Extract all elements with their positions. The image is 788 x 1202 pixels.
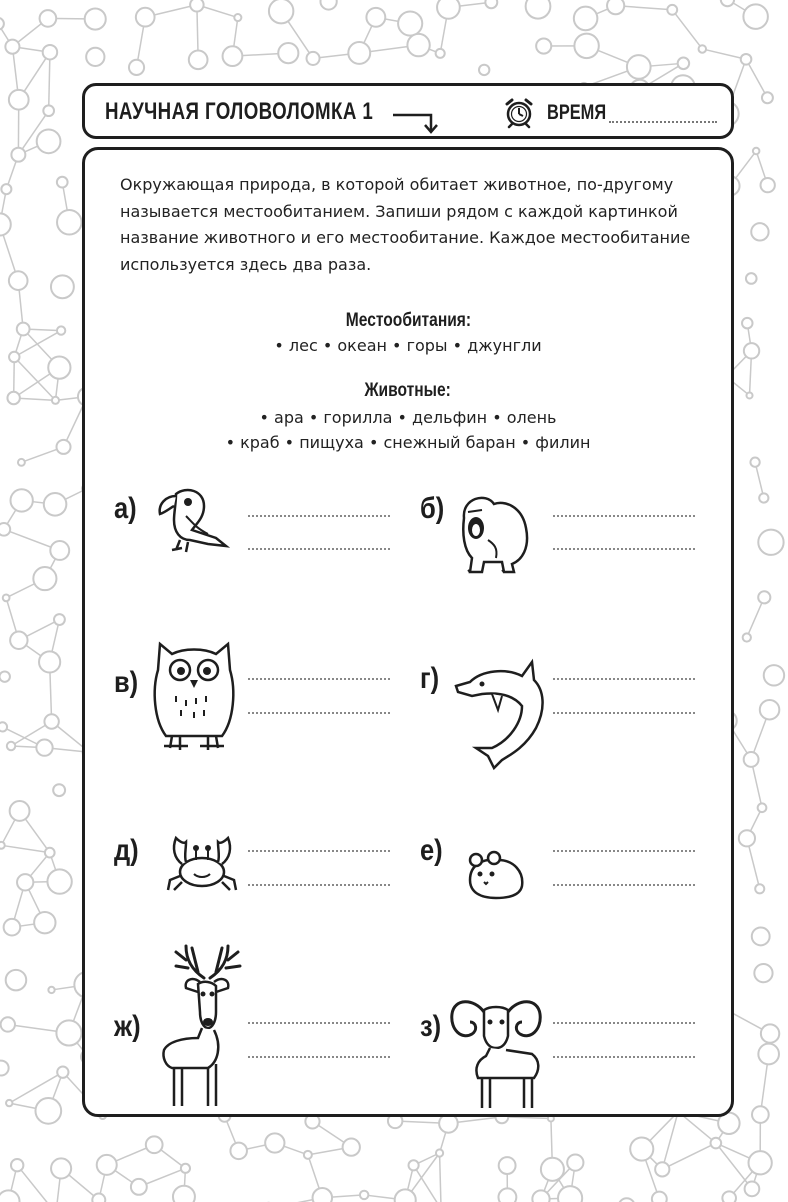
item-b-letter: б) [420,492,445,525]
item-e-letter: е) [420,834,443,867]
answer-line-a2[interactable] [248,548,390,550]
alarm-clock-icon [503,97,535,129]
answer-line-zh2[interactable] [248,1056,390,1058]
animals-list-line2: • краб • пищуха • снежный баран • филин [225,433,591,452]
item-g-letter: г) [420,662,440,695]
answer-line-a1[interactable] [248,515,390,517]
answer-line-b2[interactable] [553,548,695,550]
deer-icon [152,942,256,1110]
answer-line-g1[interactable] [553,678,695,680]
arrow-down-icon [391,101,441,135]
time-label: ВРЕМЯ [547,101,607,124]
animals-heading: Животные: [364,380,452,401]
habitats-heading: Местообитания: [345,310,471,331]
answer-line-v1[interactable] [248,678,390,680]
answer-line-b1[interactable] [553,515,695,517]
answer-line-g2[interactable] [553,712,695,714]
animals-list-line1: • ара • горилла • дельфин • олень [259,408,557,427]
crab-icon [164,824,240,898]
answer-line-z1[interactable] [553,1022,695,1024]
answer-line-v2[interactable] [248,712,390,714]
time-answer-line[interactable] [609,121,717,123]
gorilla-icon [456,488,534,574]
page-title: НАУЧНАЯ ГОЛОВОЛОМКА 1 [105,98,374,125]
pika-icon [464,850,528,900]
parrot-icon [146,484,232,556]
instructions-text: Окружающая природа, в которой обитает животное, по-другому называется местообитанием. Запиши рядом с каждой картинкой название животного и его местообитание. Каждое местообитание используется здесь два раза. [120,175,691,274]
item-z-letter: з) [420,1010,442,1043]
answer-line-e2[interactable] [553,884,695,886]
owl-icon [150,640,238,756]
answer-line-d1[interactable] [248,850,390,852]
answer-line-zh1[interactable] [248,1022,390,1024]
ram-icon [444,990,548,1110]
header-bar [82,83,734,139]
habitats-list: • лес • океан • горы • джунгли [274,336,542,355]
answer-line-z2[interactable] [553,1056,695,1058]
item-d-letter: д) [114,834,139,867]
answer-line-d2[interactable] [248,884,390,886]
item-v-letter: в) [114,666,139,699]
dolphin-icon [452,656,548,772]
item-zh-letter: ж) [114,1010,141,1043]
answer-line-e1[interactable] [553,850,695,852]
item-a-letter: а) [114,492,137,525]
